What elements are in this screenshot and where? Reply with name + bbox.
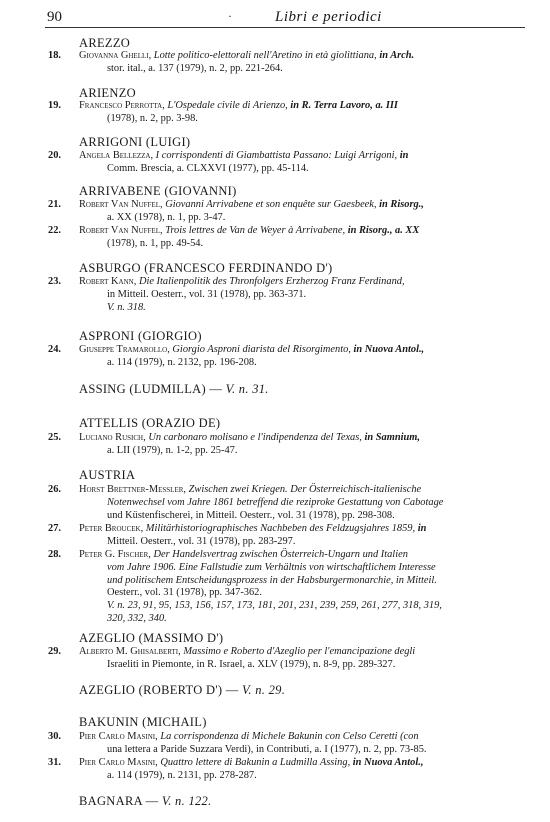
running-title: Libri e periodici [275, 9, 382, 25]
entry-author: Peter Broucek, [79, 523, 144, 534]
entry-title: I corrispondenti di Giambattista Passano: Luigi Arrigoni, [155, 150, 398, 161]
entry-continuation: a. 114 (1979), n. 2132, pp. 196-208. [107, 356, 257, 368]
entry-number: 23. [48, 276, 61, 287]
header-dot: · [228, 9, 232, 23]
section-heading: ATTELLIS (ORAZIO DE) [79, 416, 221, 430]
entry-continuation: Comm. Brescia, a. CLXXVI (1977), pp. 45-114. [107, 162, 309, 174]
entry-number: 24. [48, 344, 61, 355]
entry-number: 22. [48, 225, 61, 236]
entry-continuation: Oesterr., vol. 31 (1978), pp. 347-362. [107, 587, 262, 599]
entry-continuation: und Küstenfischerei, in Mitteil. Oesterr., vol. 31 (1978), pp. 298-308. [107, 509, 395, 521]
entry-author: Robert Van Nuffel, [79, 199, 163, 210]
entry-title: Die Italienpolitik des Thronfolgers Erzherzog Franz Ferdinand, [138, 276, 405, 287]
section-heading: ARRIGONI (LUIGI) [79, 135, 191, 149]
entry-publication: in [417, 523, 427, 534]
section-heading: ARIENZO [79, 86, 136, 100]
entry-publication: in Nuova Antol., [352, 757, 424, 768]
entry-continuation: a. XX (1978), n. 1, pp. 3-47. [107, 211, 226, 223]
entry-author: Francesco Perrotta, [79, 100, 165, 111]
entry-number: 29. [48, 646, 61, 657]
section-heading: ARRIVABENE (GIOVANNI) [79, 184, 237, 198]
entry-author: Pier Carlo Masini, [79, 731, 158, 742]
entry-title: Militärhistoriographisches Nachbeben des Feldzugsjahres 1859, [145, 523, 416, 534]
section-heading: ASBURGO (FRANCESCO FERDINANDO D') [79, 261, 333, 275]
heading-text: BAGNARA — [79, 794, 162, 808]
entry-title: Lotte politico-elettorali nell'Aretino in età giolittiana, [153, 50, 377, 61]
entry-author: Robert Van Nuffel, [79, 225, 163, 236]
entry-author: Luciano Rusich, [79, 432, 146, 443]
entry-publication: in [399, 150, 409, 161]
entry-continuation: a. 114 (1979), n. 2131, pp. 278-287. [107, 769, 257, 781]
entry-number: 27. [48, 523, 61, 534]
entry-title: Massimo e Roberto d'Azeglio per l'emancipazione degli [183, 646, 416, 657]
entry-continuation: (1978), n. 2, pp. 3-98. [107, 112, 198, 124]
entry-author: Robert Kann, [79, 276, 137, 287]
entry-title: Quattro lettere di Bakunin a Ludmilla Assing, [160, 757, 351, 768]
section-heading: AREZZO [79, 36, 131, 50]
section-heading: AUSTRIA [79, 468, 136, 482]
entry-number: 28. [48, 549, 61, 560]
section-heading [79, 683, 285, 698]
section-heading: ASPRONI (GIORGIO) [79, 329, 202, 343]
section-heading [79, 382, 269, 397]
entry-publication: in Arch. [379, 50, 415, 61]
entry-cross-reference: V. n. 23, 91, 95, 153, 156, 157, 173, 181, 201, 231, 239, 259, 261, 277, 318, 319, [107, 600, 442, 612]
entry-number: 30. [48, 731, 61, 742]
entry-number: 18. [48, 50, 61, 61]
entry-continuation: Notenwechsel vom Jahre 1861 betreffend die reziproke Gestattung von Cabotage [107, 496, 444, 508]
entry-author: Angela Bellezza, [79, 150, 154, 161]
entry-number: 19. [48, 100, 61, 111]
entry-continuation: in Mitteil. Oesterr., vol. 31 (1978), pp. 363-371. [107, 288, 307, 300]
entry-continuation: stor. ital., a. 137 (1979), n. 2, pp. 221-264. [107, 62, 283, 74]
entry-title: Trois lettres de Van de Weyer à Arrivabene, [165, 225, 346, 236]
heading-text: ASSING (LUDMILLA) — [79, 382, 226, 396]
heading-text: AZEGLIO (ROBERTO D') — [79, 683, 243, 697]
entry-publication: in Risorg., [379, 199, 424, 210]
heading-cross-reference: V. n. 31. [225, 382, 269, 396]
entry-number: 26. [48, 484, 61, 495]
entry-continuation: a. LII (1979), n. 1-2, pp. 25-47. [107, 444, 238, 456]
page-number: 90 [47, 9, 62, 25]
entry-author: Giovanna Ghelli, [79, 50, 152, 61]
entry-cross-reference: V. n. 318. [107, 301, 146, 313]
entry-continuation: Israeliti in Piemonte, in R. Israel, a. XLV (1979), n. 8-9, pp. 289-327. [107, 658, 396, 670]
entry-continuation: und politischem Entscheidungsprozess in der Habsburgermonarchie, in Mitteil. [107, 574, 437, 586]
heading-cross-reference: V. n. 29. [242, 683, 286, 697]
running-header [45, 9, 525, 28]
entry-number: 31. [48, 757, 61, 768]
entry-publication: in Risorg., a. XX [347, 225, 420, 236]
entry-author: Horst Brettner-Messler, [79, 484, 187, 495]
section-heading: AZEGLIO (MASSIMO D') [79, 631, 224, 645]
entry-title: La corrispondenza di Michele Bakunin con Celso Ceretti (con [160, 731, 419, 742]
entry-continuation: (1978), n. 1, pp. 49-54. [107, 237, 204, 249]
entry-continuation: vom Jahre 1906. Eine Fallstudie zum Verhältnis von wirtschaftlichem Interesse [107, 561, 436, 573]
section-heading [79, 794, 212, 809]
entry-author: Pier Carlo Masini, [79, 757, 158, 768]
section-heading: BAKUNIN (MICHAIL) [79, 715, 207, 729]
entry-continuation: una lettera a Paride Suzzara Verdi), in Contributi, a. I (1977), n. 2, pp. 73-85. [107, 743, 427, 755]
entry-cross-reference: 320, 332, 340. [107, 612, 167, 624]
entry-publication: in Samnium, [364, 432, 420, 443]
entry-title: Zwischen zwei Kriegen. Der Österreichisch-italienische [188, 484, 422, 495]
entry-author: Giuseppe Tramarollo, [79, 344, 170, 355]
entry-number: 25. [48, 432, 61, 443]
entry-author: Peter G. Fischer, [79, 549, 151, 560]
entry-publication: in Nuova Antol., [353, 344, 425, 355]
entry-title: L'Ospedale civile di Arienzo, [167, 100, 288, 111]
entry-title: Giorgio Asproni diarista del Risorgimento, [172, 344, 351, 355]
entry-title: Der Handelsvertrag zwischen Österreich-Ungarn und Italien [153, 549, 408, 560]
entry-title: Giovanni Arrivabene et son enquête sur Gaesbeek, [165, 199, 377, 210]
entry-number: 20. [48, 150, 61, 161]
entry-number: 21. [48, 199, 61, 210]
entry-title: Un carbonaro molisano e l'indipendenza del Texas, [148, 432, 362, 443]
entry-publication: in R. Terra Lavoro, a. III [290, 100, 398, 111]
entry-continuation: Mitteil. Oesterr., vol. 31 (1978), pp. 283-297. [107, 535, 296, 547]
heading-cross-reference: V. n. 122. [161, 794, 212, 808]
entry-author: Alberto M. Ghisalberti, [79, 646, 181, 657]
